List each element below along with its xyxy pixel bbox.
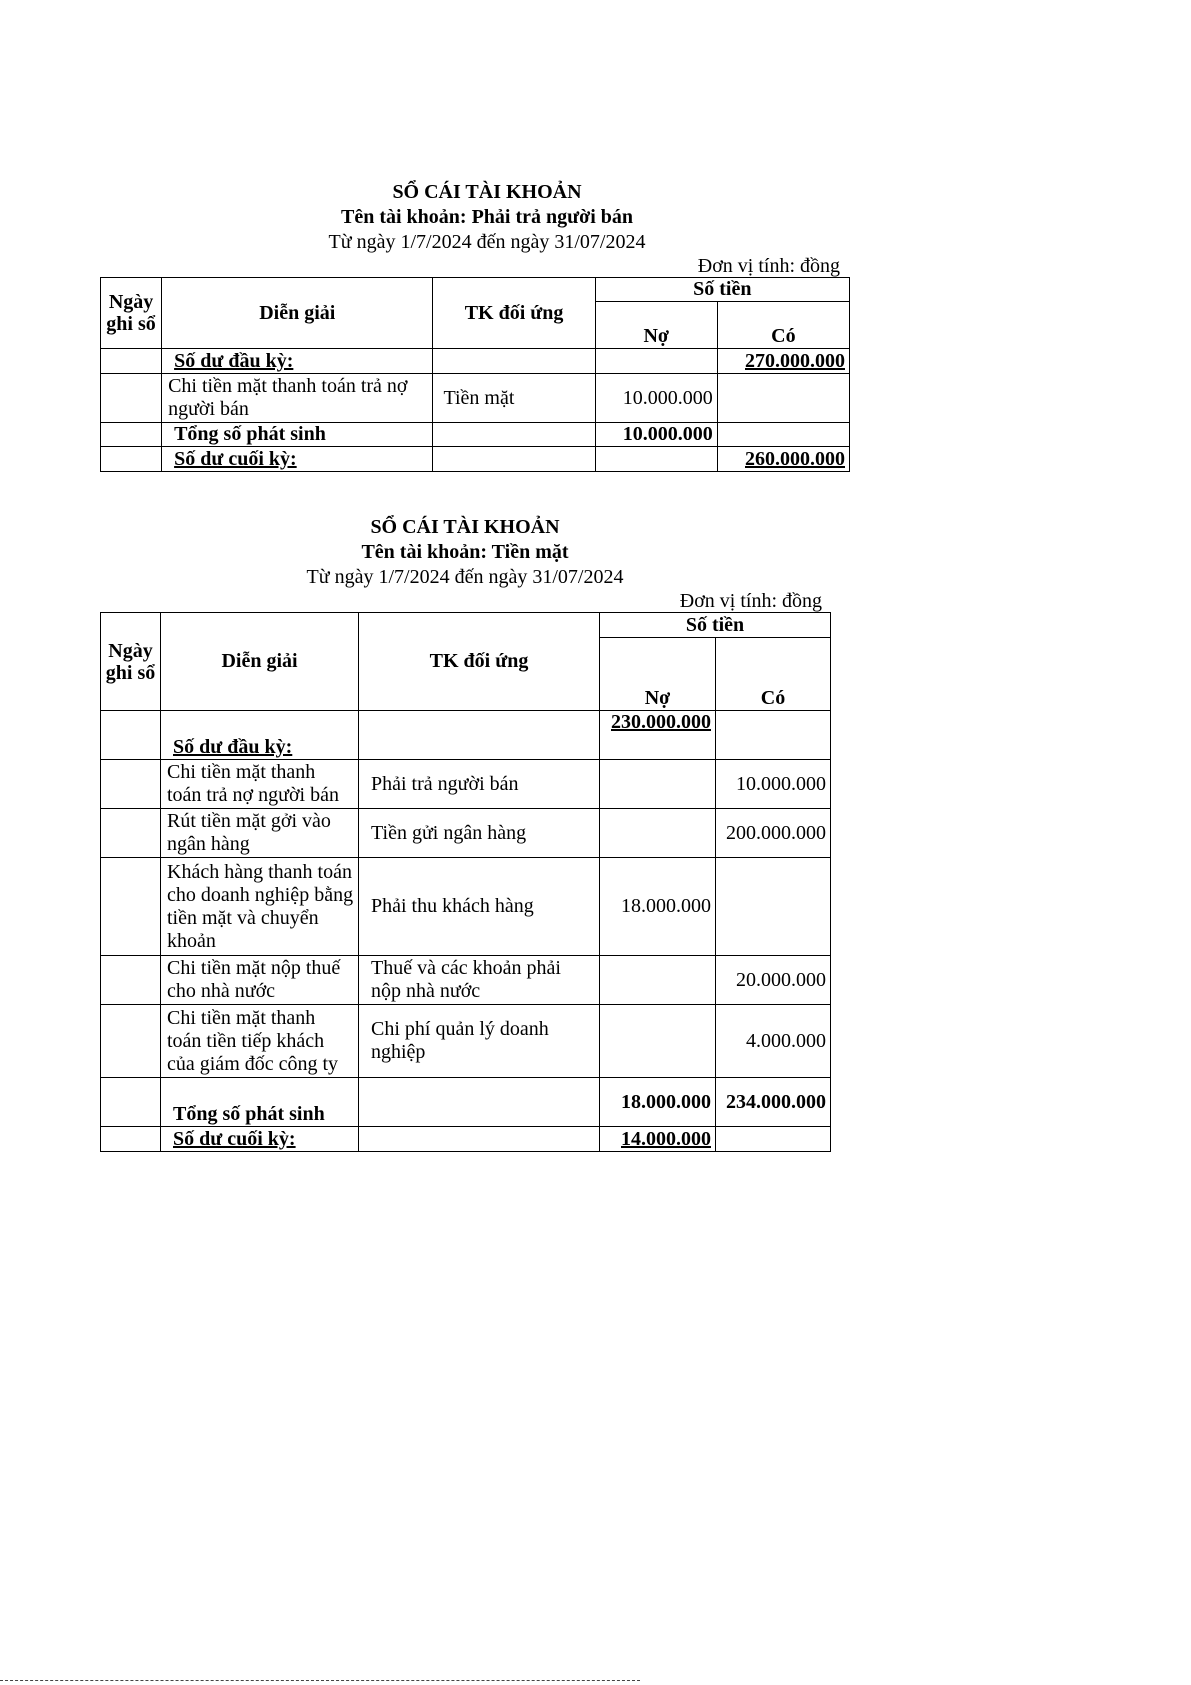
cell-credit: 20.000.000 <box>716 956 831 1005</box>
col-date-header: Ngày ghi sổ <box>101 278 162 349</box>
cell-description: Tổng số phát sinh <box>162 423 433 447</box>
cell-date <box>101 760 161 809</box>
col-counter-header: TK đối ứng <box>433 278 595 349</box>
cell-counter: Thuế và các khoản phải nộp nhà nước <box>359 956 600 1005</box>
table-row <box>101 1078 831 1127</box>
cell-counter: Chi phí quản lý doanh nghiệp <box>359 1005 600 1078</box>
ledger-cash <box>100 515 830 1152</box>
cell-counter <box>433 447 595 472</box>
cell-date <box>101 447 162 472</box>
header-row <box>101 278 850 302</box>
table-row <box>101 1127 831 1152</box>
cell-debit: 18.000.000 <box>600 1078 716 1127</box>
table-row <box>101 711 831 760</box>
cell-description: Chi tiền mặt thanh toán trả nợ người bán <box>162 374 433 423</box>
cell-date <box>101 1005 161 1078</box>
cell-debit: 18.000.000 <box>600 858 716 956</box>
cell-counter: Phải thu khách hàng <box>359 858 600 956</box>
cell-debit <box>600 956 716 1005</box>
cell-debit <box>595 349 717 374</box>
cell-credit: 234.000.000 <box>716 1078 831 1127</box>
cell-description: Chi tiền mặt thanh toán trả nợ người bán <box>161 760 359 809</box>
cell-counter <box>433 423 595 447</box>
cell-date <box>101 956 161 1005</box>
col-date-header: Ngày ghi sổ <box>101 613 161 711</box>
table-row <box>101 349 850 374</box>
cell-counter: Tiền mặt <box>433 374 595 423</box>
cell-credit: 4.000.000 <box>716 1005 831 1078</box>
account-name: Tên tài khoản: Phải trả người bán <box>340 206 634 228</box>
cell-description: Khách hàng thanh toán cho doanh nghiệp bằng tiền mặt và chuyển khoản <box>161 858 359 956</box>
ledger-header <box>100 515 830 590</box>
col-debit-header: Nợ <box>595 302 717 349</box>
cell-debit <box>600 760 716 809</box>
table-row <box>101 447 850 472</box>
period: Từ ngày 1/7/2024 đến ngày 31/07/2024 <box>306 566 624 588</box>
cell-credit <box>716 711 831 760</box>
col-credit-header: Có <box>717 302 849 349</box>
cell-counter <box>359 1127 600 1152</box>
col-amount-header: Số tiền <box>595 278 849 302</box>
cell-credit <box>716 858 831 956</box>
cell-description: Chi tiền mặt nộp thuế cho nhà nước <box>161 956 359 1005</box>
cell-credit <box>717 423 849 447</box>
cell-date <box>101 1078 161 1127</box>
cell-credit: 200.000.000 <box>716 809 831 858</box>
table-row <box>101 809 831 858</box>
table-row <box>101 858 831 956</box>
ledger-payables <box>100 180 850 472</box>
cell-description: Rút tiền mặt gởi vào ngân hàng <box>161 809 359 858</box>
page-bottom-divider <box>0 1680 640 1681</box>
table-row <box>101 374 850 423</box>
col-description-header: Diễn giải <box>162 278 433 349</box>
col-credit-header: Có <box>716 638 831 711</box>
ledger-title: SỔ CÁI TÀI KHOẢN <box>392 181 582 203</box>
cell-counter <box>433 349 595 374</box>
cell-date <box>101 809 161 858</box>
cell-credit: 260.000.000 <box>717 447 849 472</box>
cell-debit <box>595 447 717 472</box>
header-row <box>101 613 831 638</box>
account-name: Tên tài khoản: Tiền mặt <box>361 541 569 563</box>
period: Từ ngày 1/7/2024 đến ngày 31/07/2024 <box>328 231 646 253</box>
cell-date <box>101 374 162 423</box>
cell-counter <box>359 711 600 760</box>
cell-credit: 270.000.000 <box>717 349 849 374</box>
cell-counter: Phải trả người bán <box>359 760 600 809</box>
cell-date <box>101 423 162 447</box>
cell-description: Tổng số phát sinh <box>161 1078 359 1127</box>
cell-debit <box>600 809 716 858</box>
cell-date <box>101 711 161 760</box>
col-amount-header: Số tiền <box>600 613 831 638</box>
cell-debit: 14.000.000 <box>600 1127 716 1152</box>
table-row <box>101 423 850 447</box>
col-counter-header: TK đối ứng <box>359 613 600 711</box>
col-description-header: Diễn giải <box>161 613 359 711</box>
ledger-title: SỔ CÁI TÀI KHOẢN <box>370 516 560 538</box>
table-row <box>101 956 831 1005</box>
table-row <box>101 760 831 809</box>
currency-unit: Đơn vị tính: đồng <box>679 590 822 612</box>
cell-description: Số dư cuối kỳ: <box>162 447 433 472</box>
ledger-header <box>112 180 862 255</box>
cell-description: Số dư cuối kỳ: <box>161 1127 359 1152</box>
ledger-table <box>100 277 850 472</box>
cell-debit: 10.000.000 <box>595 374 717 423</box>
cell-date <box>101 349 162 374</box>
currency-unit: Đơn vị tính: đồng <box>697 255 840 277</box>
cell-date <box>101 1127 161 1152</box>
col-debit-header: Nợ <box>600 638 716 711</box>
cell-date <box>101 858 161 956</box>
cell-description: Số dư đầu kỳ: <box>161 711 359 760</box>
cell-debit: 230.000.000 <box>600 711 716 760</box>
cell-debit <box>600 1005 716 1078</box>
cell-credit <box>717 374 849 423</box>
cell-credit <box>716 1127 831 1152</box>
cell-description: Số dư đầu kỳ: <box>162 349 433 374</box>
cell-counter: Tiền gửi ngân hàng <box>359 809 600 858</box>
cell-description: Chi tiền mặt thanh toán tiền tiếp khách của giám đốc công ty <box>161 1005 359 1078</box>
cell-debit: 10.000.000 <box>595 423 717 447</box>
table-row <box>101 1005 831 1078</box>
cell-credit: 10.000.000 <box>716 760 831 809</box>
ledger-table <box>100 612 831 1152</box>
cell-counter <box>359 1078 600 1127</box>
